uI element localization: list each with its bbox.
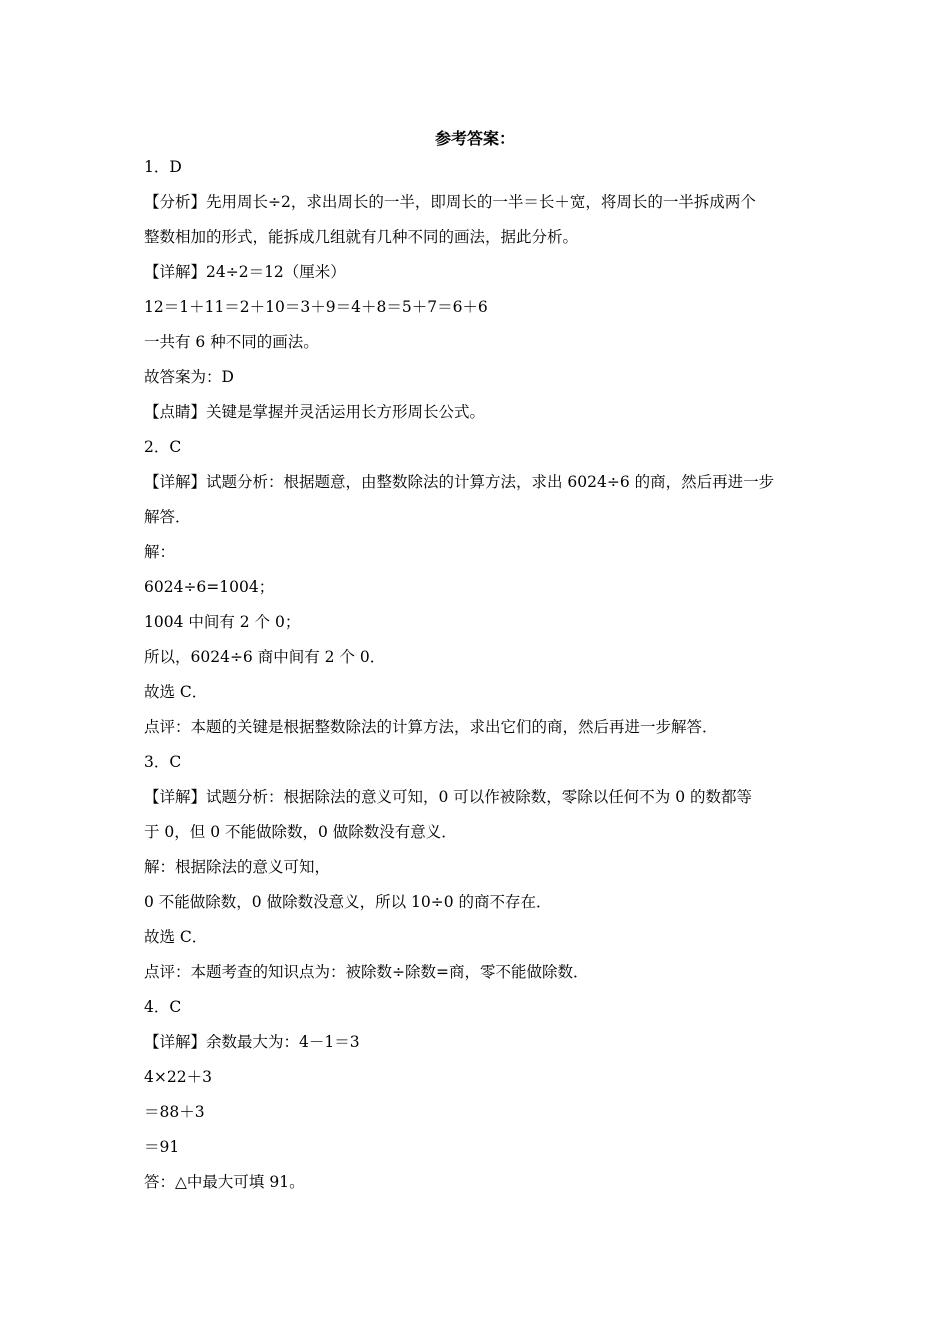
answer-content xyxy=(144,150,814,1200)
answer-3-choice: 故选 C． xyxy=(144,928,208,946)
answer-2-comment: 点评：本题的关键是根据整数除法的计算方法，求出它们的商，然后再进一步解答． xyxy=(144,718,718,736)
page-title: 参考答案： xyxy=(434,129,515,148)
answer-3-heading: 3．C xyxy=(144,753,182,771)
answer-4-detail: 【详解】余数最大为：4－1＝3 xyxy=(144,1033,360,1051)
answer-3-reason: 0 不能做除数，0 做除数没意义，所以 10÷0 的商不存在． xyxy=(144,893,552,911)
answer-1-detail: 【详解】24÷2＝12（厘米） xyxy=(144,263,346,281)
answer-2-zero-count: 1004 中间有 2 个 0； xyxy=(144,613,301,631)
answer-1-analysis-line-2: 整数相加的形式，能拆成几组就有几种不同的画法，据此分析。 xyxy=(144,228,579,246)
answer-4-step-2: ＝88＋3 xyxy=(144,1103,205,1121)
answer-2-therefore: 所以，6024÷6 商中间有 2 个 0． xyxy=(144,648,386,666)
answer-1-equation: 12＝1＋11＝2＋10＝3＋9＝4＋8＝5＋7＝6＋6 xyxy=(144,298,488,316)
answer-3-comment: 点评：本题考查的知识点为：被除数÷除数=商，零不能做除数． xyxy=(144,963,589,981)
answer-2-solution-label: 解： xyxy=(144,543,176,561)
answer-4-step-1: 4×22＋3 xyxy=(144,1068,212,1086)
answer-2-detail-line-2: 解答． xyxy=(144,508,191,526)
answer-3-solution: 解：根据除法的意义可知， xyxy=(144,858,331,876)
answer-2-calculation: 6024÷6=1004； xyxy=(144,578,275,596)
answer-4-step-3: ＝91 xyxy=(144,1138,180,1156)
answer-4-heading: 4．C xyxy=(144,998,182,1016)
answer-2-detail-line-1: 【详解】试题分析：根据题意，由整数除法的计算方法，求出 6024÷6 的商，然后再进一步 xyxy=(144,473,775,491)
answer-1-note: 【点睛】关键是掌握并灵活运用长方形周长公式。 xyxy=(144,403,486,421)
answer-4-answer: 答：△中最大可填 91。 xyxy=(144,1173,305,1191)
answer-1-conclusion: 故答案为：D xyxy=(144,368,234,386)
answer-1-heading: 1．D xyxy=(144,158,182,176)
answer-3-detail-line-1: 【详解】试题分析：根据除法的意义可知，0 可以作被除数，零除以任何不为 0 的数都等 xyxy=(144,788,753,806)
answer-2-heading: 2．C xyxy=(144,438,182,456)
answer-1-analysis-line-1: 【分析】先用周长÷2，求出周长的一半，即周长的一半＝长＋宽，将周长的一半拆成两个 xyxy=(144,193,756,211)
answer-1-count: 一共有 6 种不同的画法。 xyxy=(144,333,319,351)
answer-2-choice: 故选 C． xyxy=(144,683,208,701)
answer-3-detail-line-2: 于 0，但 0 不能做除数，0 做除数没有意义． xyxy=(144,823,457,841)
